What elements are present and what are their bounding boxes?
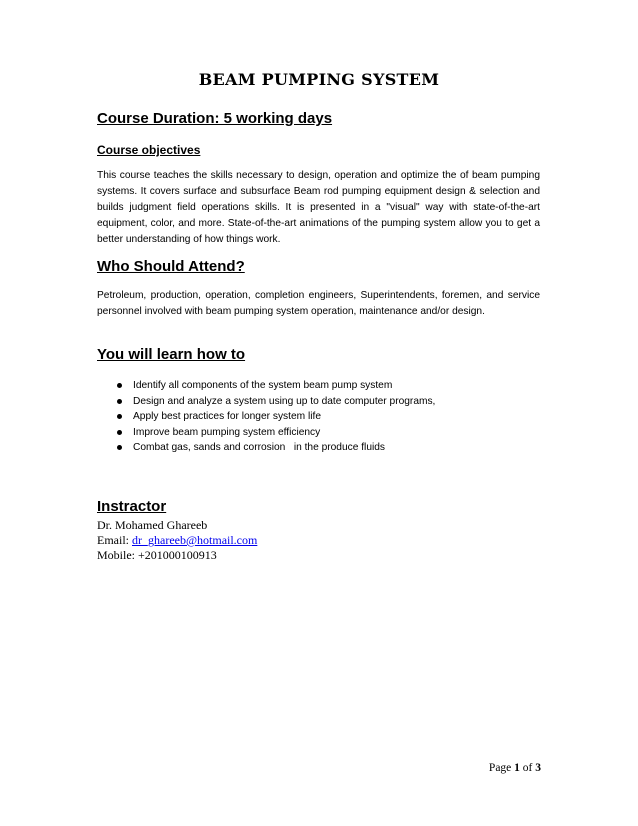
instructor-email-line (97, 533, 257, 548)
bullet-icon (117, 383, 122, 388)
instructor-contact (97, 518, 257, 563)
bullet-icon (117, 414, 122, 419)
who-should-attend-text: Petroleum, production, operation, completion engineers, Superintendents, foremen, and service personnel involved with beam pumping system operation, maintenance and/or design. (97, 290, 540, 317)
course-objectives-text: This course teaches the skills necessary to design, operation and optimize the of beam pumping systems. It covers surface and subsurface Beam rod pumping equipment design & selection and builds judgment field operations skills. It is presented in a "visual" way with state-of-the-art equipment, color, and more. State-of-the-art animations of the pumping system allow you to get a better understanding of how things work. (97, 170, 540, 245)
list-item (97, 378, 540, 394)
learn-heading: You will learn how to (97, 346, 246, 363)
bullet-icon (117, 430, 122, 435)
page-label: Page (488, 762, 515, 774)
page-total: 3 (535, 762, 541, 774)
learn-list (97, 378, 540, 456)
who-should-attend-heading: Who Should Attend? (97, 258, 245, 275)
page-number-footer (489, 762, 541, 774)
course-objectives-heading: Course objectives (97, 143, 201, 157)
list-item-text: Apply best practices for longer system life (133, 411, 321, 422)
bullet-icon (117, 399, 122, 404)
instructor-heading: Instractor (97, 498, 167, 515)
list-item (97, 409, 540, 425)
list-item (97, 394, 540, 410)
email-link[interactable]: dr_ghareeb@hotmail.com (132, 533, 258, 547)
list-item-text: Identify all components of the system beam pump system (133, 380, 393, 391)
list-item (97, 440, 540, 456)
page-number: 1 (514, 762, 520, 774)
instructor-name: Dr. Mohamed Ghareeb (97, 518, 208, 532)
list-item (97, 425, 540, 441)
list-item-text: Improve beam pumping system efficiency (133, 426, 321, 438)
email-label: Email: (97, 533, 132, 547)
of-label: of (519, 762, 536, 774)
list-item-text: Combat gas, sands and corrosion in the produce fluids (133, 442, 386, 453)
list-item-text: Design and analyze a system using up to date computer programs, (133, 395, 436, 407)
course-duration-heading: Course Duration: 5 working days (97, 110, 333, 127)
instructor-mobile: Mobile: +201000100913 (97, 548, 217, 562)
bullet-icon (117, 445, 122, 450)
document-title: BEAM PUMPING SYSTEM (198, 70, 440, 89)
